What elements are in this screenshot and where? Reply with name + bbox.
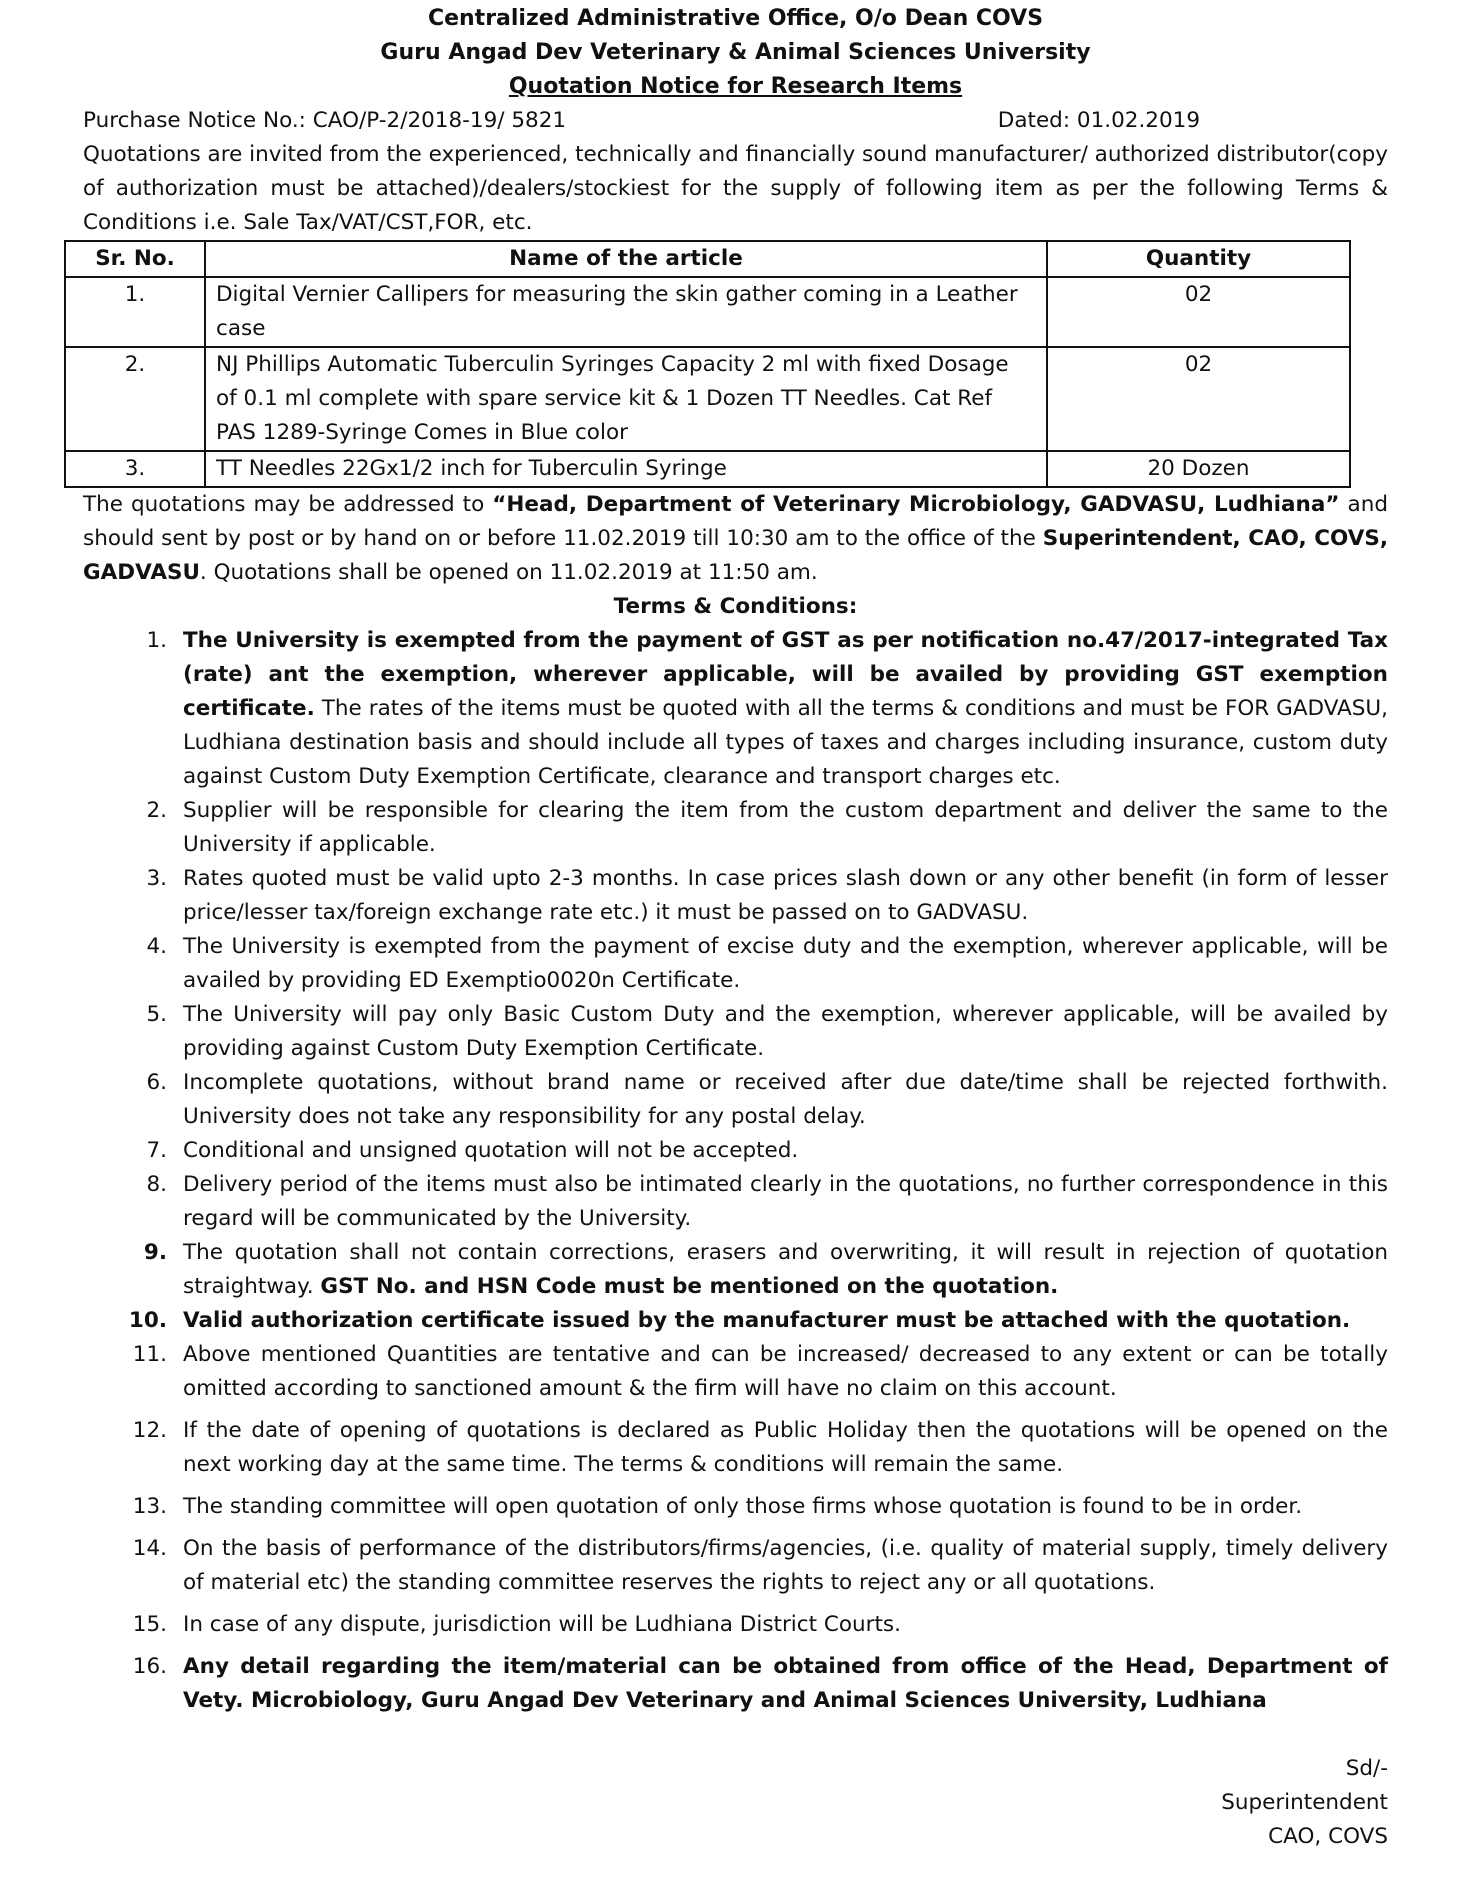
term-number: 14. — [132, 1536, 167, 1561]
term-number: 3. — [146, 866, 167, 891]
cell-article: TT Needles 22Gx1/2 inch for Tuberculin Syringe — [205, 451, 1047, 487]
term-item — [83, 862, 1388, 930]
term-text — [183, 1650, 1388, 1718]
term-body: The quotation shall not contain corrections, erasers and overwriting, it will result in rejection of quotation straightway. — [183, 1240, 1388, 1299]
notice-date: Dated: 01.02.2019 — [997, 108, 1200, 133]
term-item — [83, 930, 1388, 998]
address-text: The quotations may be addressed to — [83, 492, 493, 517]
notice-info-row — [83, 104, 1388, 138]
table-row — [65, 451, 1350, 487]
intro-paragraph: Quotations are invited from the experienced, technically and financially sound manufacturer/ authorized distributor(copy of authorization must be attached)/dealers/stockiest for the supply of following item as per the following Terms & Conditions i.e. Sale Tax/VAT/CST,FOR, etc. — [83, 142, 1388, 235]
term-bold-text: Any detail regarding the item/material can be obtained from office of the Head, Department of Vety. Microbiology, Guru Angad Dev Veterinary and Animal Sciences University, Ludhiana — [183, 1654, 1388, 1713]
term-item — [83, 1338, 1388, 1406]
term-text: Supplier will be responsible for clearing the item from the custom department and deliver the same to the University if applicable. — [183, 798, 1388, 857]
term-item — [83, 1134, 1388, 1168]
term-number: 7. — [146, 1138, 167, 1163]
cell-quantity: 02 — [1047, 347, 1350, 451]
col-header-sr: Sr. No. — [65, 241, 205, 277]
term-text — [183, 624, 1388, 794]
cell-quantity: 20 Dozen — [1047, 451, 1350, 487]
cell-article: Digital Vernier Callipers for measuring the skin gather coming in a Leather case — [205, 277, 1047, 347]
address-text: . Quotations shall be opened on 11.02.2019 at 11:50 am. — [199, 560, 818, 585]
term-item — [83, 1490, 1388, 1524]
term-text: Incomplete quotations, without brand name or received after due date/time shall be rejected forthwith. University does not take any responsibility for any postal delay. — [183, 1070, 1388, 1129]
cell-sr: 1. — [65, 277, 205, 347]
address-recipient: “Head, Department of Veterinary Microbiology, GADVASU, Ludhiana” — [492, 492, 1340, 517]
signature-office: CAO, COVS — [1268, 1824, 1388, 1849]
term-text: The standing committee will open quotation of only those firms whose quotation is found to be in order. — [183, 1494, 1303, 1519]
term-number: 16. — [132, 1654, 167, 1679]
term-item — [83, 1532, 1388, 1600]
term-number: 6. — [146, 1070, 167, 1095]
term-number: 12. — [132, 1418, 167, 1443]
term-item — [83, 1414, 1388, 1482]
term-number: 13. — [132, 1494, 167, 1519]
term-number: 4. — [146, 934, 167, 959]
cell-sr: 2. — [65, 347, 205, 451]
header-office: Centralized Administrative Office, O/o Dean COVS — [427, 6, 1044, 31]
term-text — [183, 1236, 1388, 1304]
terms-heading: Terms & Conditions: — [613, 594, 858, 619]
term-bold-text: Valid authorization certificate issued by the manufacturer must be attached with the quotation. — [183, 1308, 1351, 1333]
cell-sr: 3. — [65, 451, 205, 487]
term-number: 11. — [132, 1342, 167, 1367]
term-text: On the basis of performance of the distributors/firms/agencies, (i.e. quality of material supply, timely delivery of material etc) the standing committee reserves the rights to reject any or all quotations. — [183, 1536, 1388, 1595]
term-item — [83, 1608, 1388, 1642]
term-bold-text: The University is exempted from the payment of GST as per notification no.47/2017-integrated Tax (rate) ant the exemption, wherever applicable, will be availed by providing GST exemption certificate. — [183, 628, 1388, 721]
header-title — [83, 70, 1388, 104]
term-item — [83, 998, 1388, 1066]
term-text: Delivery period of the items must also be intimated clearly in the quotations, no further correspondence in this regard will be communicated by the University. — [183, 1172, 1388, 1231]
term-item — [83, 624, 1388, 794]
cell-quantity: 02 — [1047, 277, 1350, 347]
table-header-row — [65, 241, 1350, 277]
term-number: 5. — [146, 1002, 167, 1027]
term-item — [83, 1304, 1388, 1338]
signature-sd: Sd/- — [1345, 1756, 1388, 1781]
notice-title: Quotation Notice for Research Items — [508, 74, 963, 99]
purchase-notice-number: Purchase Notice No.: CAO/P-2/2018-19/ 5821 — [83, 108, 567, 133]
col-header-quantity: Quantity — [1047, 241, 1350, 277]
term-text — [183, 1304, 1388, 1338]
table-row — [65, 277, 1350, 347]
items-table — [64, 240, 1351, 488]
term-item — [83, 794, 1388, 862]
term-text: The University will pay only Basic Custom Duty and the exemption, wherever applicable, will be availed by providing against Custom Duty Exemption Certificate. — [183, 1002, 1388, 1061]
term-number: 2. — [146, 798, 167, 823]
term-body: The rates of the items must be quoted with all the terms & conditions and must be FOR GADVASU, Ludhiana destination basis and should include all types of taxes and charges including insurance, custom duty against Custom Duty Exemption Certificate, clearance and transport charges etc. — [183, 696, 1388, 789]
term-text: Rates quoted must be valid upto 2-3 months. In case prices slash down or any other benefit (in form of lesser price/lesser tax/foreign exchange rate etc.) it must be passed on to GADVASU. — [183, 866, 1388, 925]
term-number: 15. — [132, 1612, 167, 1637]
address-paragraph — [83, 488, 1388, 590]
term-item — [83, 1066, 1388, 1134]
term-number: 1. — [146, 628, 167, 653]
term-item — [83, 1650, 1388, 1718]
term-text: The University is exempted from the payment of excise duty and the exemption, wherever applicable, will be availed by providing ED Exemptio0020n Certificate. — [183, 934, 1388, 993]
term-text: Above mentioned Quantities are tentative and can be increased/ decreased to any extent or can be totally omitted according to sanctioned amount & the firm will have no claim on this account. — [183, 1342, 1388, 1401]
address-text: and should sent by post or by hand on or before 11.02.2019 till 10:30 am to the office of the — [83, 492, 1388, 551]
term-item — [83, 1168, 1388, 1236]
signature-title: Superintendent — [1221, 1790, 1388, 1815]
header-university: Guru Angad Dev Veterinary & Animal Sciences University — [380, 40, 1091, 65]
term-bold-text: GST No. and HSN Code must be mentioned on the quotation. — [320, 1274, 1059, 1299]
cell-article: NJ Phillips Automatic Tuberculin Syringes Capacity 2 ml with fixed Dosage of 0.1 ml complete with spare service kit & 1 Dozen TT Needles. Cat Ref PAS 1289-Syringe Comes in Blue color — [205, 347, 1047, 451]
table-row — [65, 347, 1350, 451]
term-text: In case of any dispute, jurisdiction will be Ludhiana District Courts. — [183, 1612, 901, 1637]
term-text: If the date of opening of quotations is declared as Public Holiday then the quotations will be opened on the next working day at the same time. The terms & conditions will remain the same. — [183, 1418, 1388, 1477]
term-number: 9. — [143, 1240, 167, 1265]
term-number: 8. — [146, 1172, 167, 1197]
document-page — [83, 0, 1388, 1718]
term-item — [83, 1236, 1388, 1304]
term-text: Conditional and unsigned quotation will not be accepted. — [183, 1138, 799, 1163]
signature-block — [1221, 1752, 1388, 1854]
term-number: 10. — [128, 1308, 167, 1333]
address-office: Superintendent, CAO, COVS, GADVASU — [83, 526, 1388, 585]
col-header-name: Name of the article — [205, 241, 1047, 277]
